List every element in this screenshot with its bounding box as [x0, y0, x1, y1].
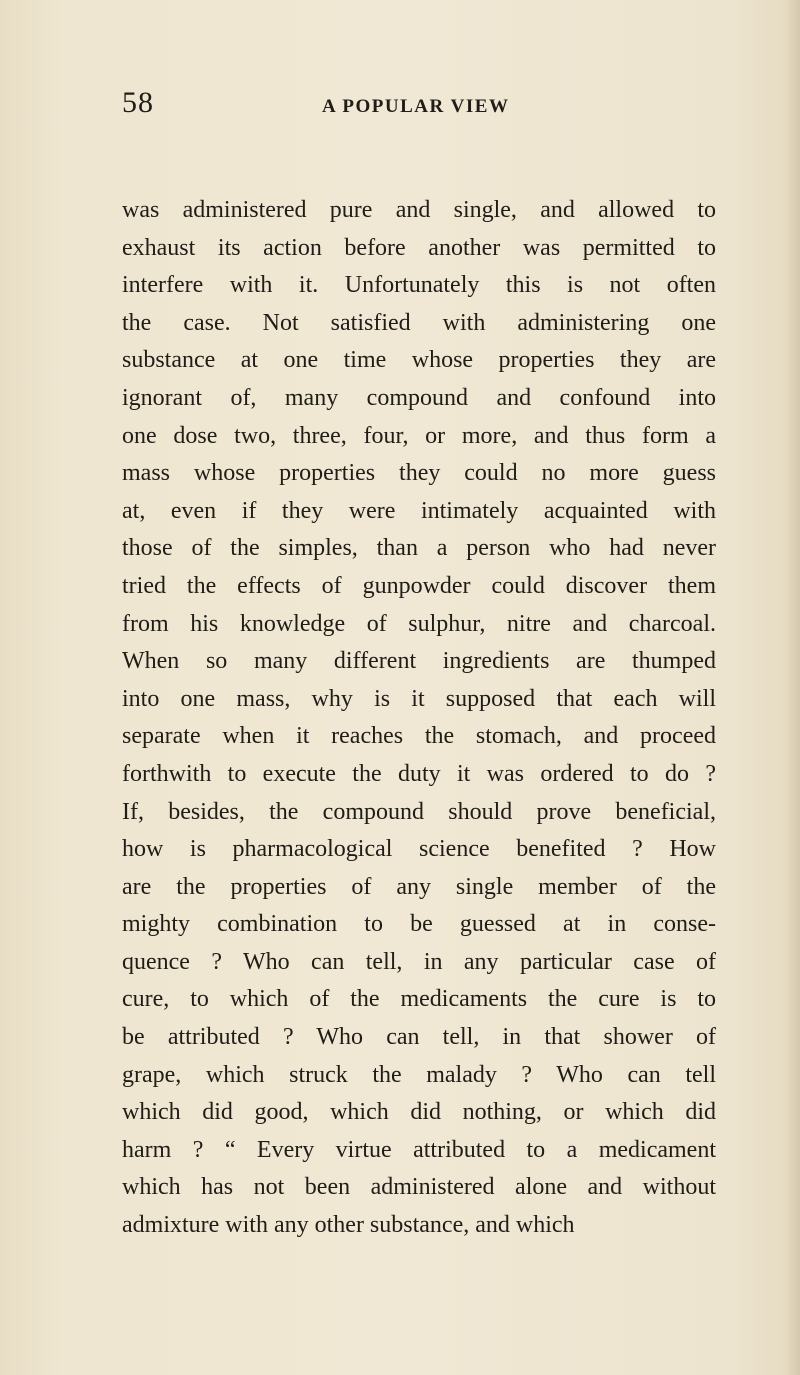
- text-line: quence ? Who can tell, in any particular case of: [122, 948, 716, 975]
- text-line: interfere with it. Unfortunately this is not often: [122, 272, 716, 299]
- text-line: When so many different ingredients are thumped: [122, 648, 716, 675]
- text-line: at, even if they were intimately acquainted with: [122, 497, 716, 524]
- text-line: which did good, which did nothing, or which did: [122, 1099, 716, 1126]
- text-line: cure, to which of the medicaments the cure is to: [122, 986, 716, 1013]
- text-line: was administered pure and single, and allowed to: [122, 197, 716, 223]
- text-line: from his knowledge of sulphur, nitre and charcoal.: [122, 610, 716, 637]
- text-line: ignorant of, many compound and confound into: [122, 384, 716, 411]
- text-line: are the properties of any single member of the: [122, 873, 716, 900]
- text-line: grape, which struck the malady ? Who can tell: [122, 1061, 716, 1088]
- page-number: 58: [122, 86, 154, 119]
- text-line: which has not been administered alone and without: [122, 1174, 716, 1201]
- text-line: harm ? “ Every virtue attributed to a medicament: [122, 1136, 716, 1163]
- body-text: [122, 192, 716, 1245]
- running-title: A POPULAR VIEW: [322, 96, 510, 117]
- text-line: forthwith to execute the duty it was ordered to do ?: [122, 760, 716, 787]
- text-line: how is pharmacological science benefited ? How: [122, 836, 716, 863]
- text-line: be attributed ? Who can tell, in that shower of: [122, 1024, 716, 1051]
- text-line: the case. Not satisfied with administering one: [122, 309, 716, 336]
- text-line: one dose two, three, four, or more, and thus form a: [122, 422, 716, 449]
- text-line: into one mass, why is it supposed that each will: [122, 685, 716, 712]
- page-header: [122, 86, 722, 126]
- text-line: substance at one time whose properties they are: [122, 347, 716, 374]
- text-line: tried the effects of gunpowder could discover them: [122, 572, 716, 599]
- page-edge-shadow: [786, 0, 800, 1375]
- text-line: mighty combination to be guessed at in conse-: [122, 911, 716, 938]
- text-line: separate when it reaches the stomach, and proceed: [122, 723, 716, 750]
- text-line: exhaust its action before another was permitted to: [122, 234, 716, 261]
- text-line: those of the simples, than a person who had never: [122, 535, 716, 562]
- text-line: admixture with any other substance, and which: [122, 1212, 575, 1239]
- text-line: If, besides, the compound should prove beneficial,: [122, 798, 716, 825]
- text-line: mass whose properties they could no more guess: [122, 460, 716, 487]
